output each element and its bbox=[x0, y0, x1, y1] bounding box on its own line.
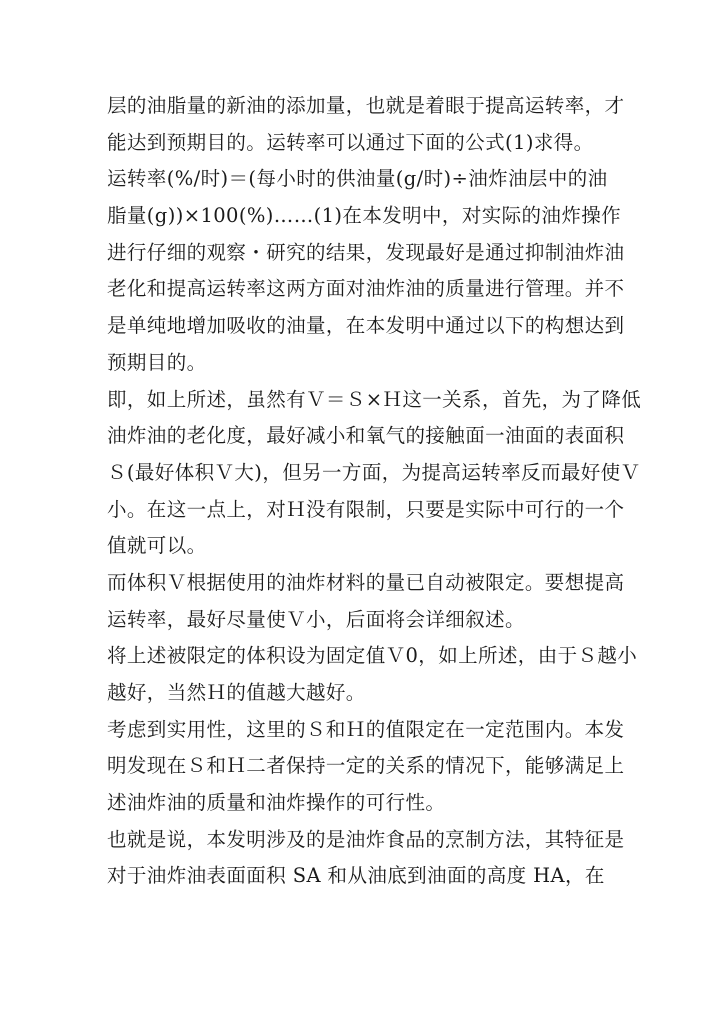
text-line-21: 也就是说，本发明涉及的是油炸食品的烹制方法，其特征是 bbox=[107, 827, 625, 851]
text-line-3: 运转率(%/时)＝(每小时的供油量(g/时)÷油炸油层中的油 bbox=[107, 167, 608, 191]
text-line-15: 运转率，最好尽量使Ｖ小，后面将会详细叙述。 bbox=[107, 607, 525, 631]
text-line-5: 进行仔细的观察・研究的结果，发现最好是通过抑制油炸油 bbox=[107, 240, 625, 264]
text-line-14: 而体积Ｖ根据使用的油炸材料的量已自动被限定。要想提高 bbox=[107, 570, 625, 594]
text-line-19: 明发现在Ｓ和Ｈ二者保持一定的关系的情况下，能够满足上 bbox=[107, 754, 625, 778]
text-line-18: 考虑到实用性，这里的Ｓ和Ｈ的值限定在一定范围内。本发 bbox=[107, 717, 625, 741]
text-line-2: 能达到预期目的。运转率可以通过下面的公式(1)求得。 bbox=[107, 130, 594, 154]
text-line-10: 油炸油的老化度，最好减小和氧气的接触面一油面的表面积 bbox=[107, 424, 625, 448]
text-line-22: 对于油炸油表面面积 SA 和从油底到油面的高度 HA，在 bbox=[107, 864, 605, 888]
text-line-6: 老化和提高运转率这两方面对油炸油的质量进行管理。并不 bbox=[107, 277, 625, 301]
text-line-16: 将上述被限定的体积设为固定值Ｖ0，如上所述，由于Ｓ越小 bbox=[107, 644, 638, 668]
text-line-12: 小。在这一点上，对Ｈ没有限制，只要是实际中可行的一个 bbox=[107, 497, 625, 521]
text-line-8: 预期目的。 bbox=[107, 350, 207, 374]
text-line-11: Ｓ(最好体积Ｖ大)，但另一方面，为提高运转率反而最好使Ｖ bbox=[107, 460, 641, 484]
text-line-20: 述油炸油的质量和油炸操作的可行性。 bbox=[107, 791, 446, 815]
text-line-4: 脂量(g))×100(%)……(1)在本发明中，对实际的油炸操作 bbox=[107, 204, 622, 228]
text-line-17: 越好，当然Ｈ的值越大越好。 bbox=[107, 681, 366, 704]
text-line-7: 是单纯地增加吸收的油量，在本发明中通过以下的构想达到 bbox=[107, 314, 625, 338]
text-line-1: 层的油脂量的新油的添加量，也就是着眼于提高运转率，才 bbox=[107, 94, 625, 117]
document-body bbox=[107, 88, 642, 895]
text-line-9: 即，如上所述，虽然有Ｖ＝Ｓ×Ｈ这一关系，首先，为了降低 bbox=[107, 387, 642, 411]
text-line-13: 值就可以。 bbox=[107, 534, 207, 558]
